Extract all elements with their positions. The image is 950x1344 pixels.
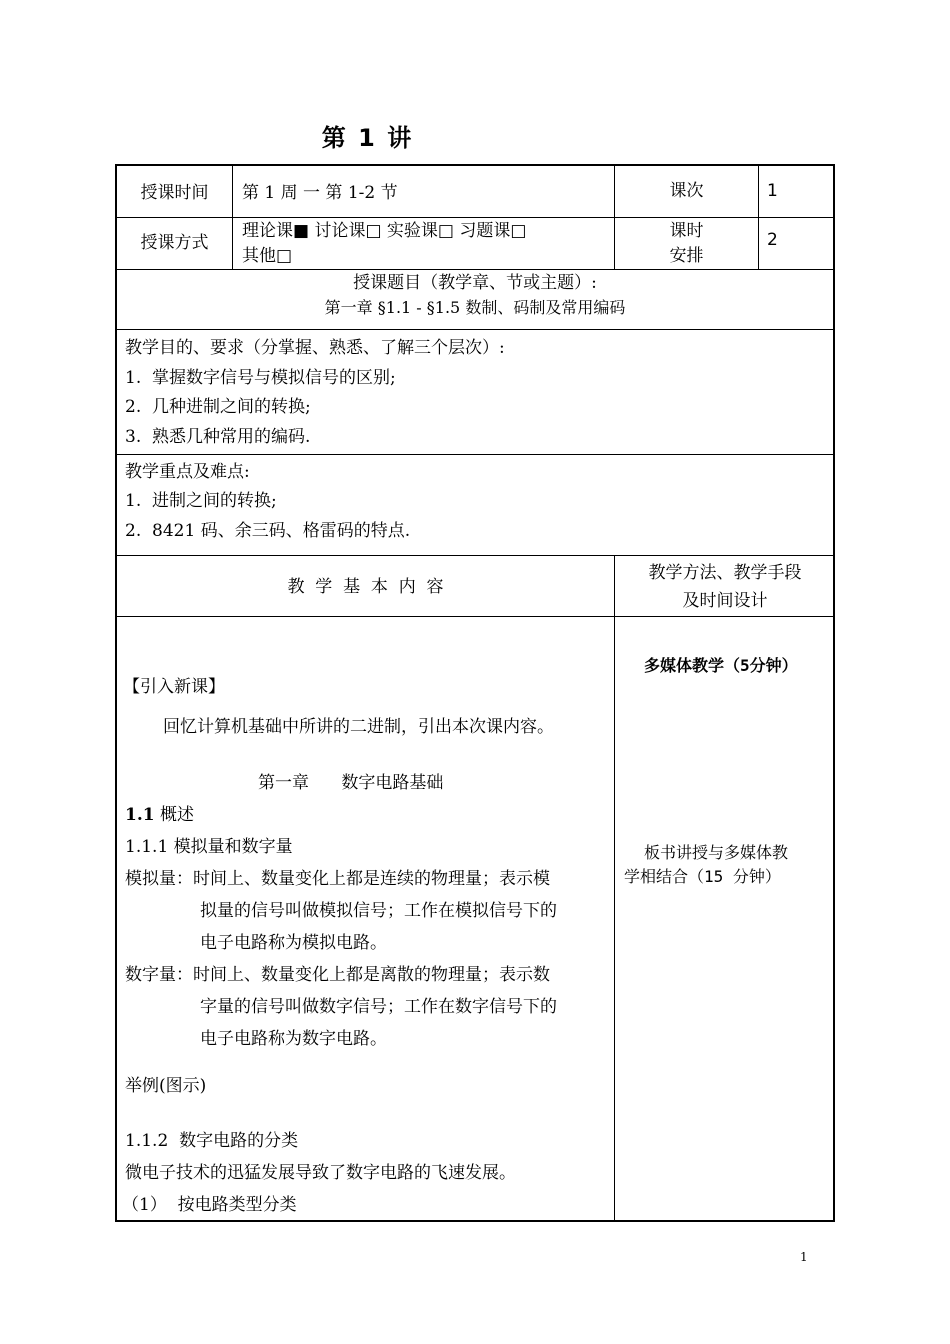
row-divider: [116, 454, 834, 455]
time-label: 授课时间: [140, 183, 209, 203]
mode-label: 授课方式: [140, 233, 209, 253]
section-number: 1.1: [125, 805, 155, 825]
objectives-heading: 教学目的、要求（分掌握、熟悉、了解三个层次）:: [125, 338, 505, 358]
development-text: 微电子技术的迅猛发展导致了数字电路的飞速发展。: [125, 1163, 516, 1183]
row-divider: [116, 329, 834, 330]
row-divider: [116, 616, 834, 617]
analog-definition-cont: 电子电路称为模拟电路。: [200, 933, 387, 953]
time-value: 第 1 周 一 第 1-2 节: [242, 183, 398, 203]
hours-value: 2: [767, 230, 778, 250]
section-title: 概述: [159, 805, 194, 825]
row-divider: [116, 269, 834, 270]
analog-definition-cont: 拟量的信号叫做模拟信号；工作在模拟信号下的: [200, 901, 557, 921]
content-header: 教 学 基 本 内 容: [287, 577, 444, 597]
page-number: 1: [800, 1250, 808, 1264]
topic-heading: 授课题目（教学章、节或主题）:: [353, 273, 597, 293]
mode-options: 理论课■ 讨论课□ 实验课□ 习题课□: [242, 221, 527, 241]
row-divider: [116, 555, 834, 556]
example-note: 举例(图示): [125, 1076, 207, 1096]
methods-header: 教学方法、教学手段: [648, 563, 802, 583]
method-note-cont: 学相结合（15 分钟）: [624, 867, 781, 886]
col-divider: [232, 165, 233, 269]
digital-definition-cont: 电子电路称为数字电路。: [200, 1029, 387, 1049]
section-heading: [125, 804, 194, 826]
lecture-title: 第 1 讲: [321, 124, 414, 152]
key-points-heading: 教学重点及难点:: [125, 462, 250, 482]
hours-label-2: 安排: [669, 246, 704, 266]
method-note: 板书讲授与多媒体教: [644, 843, 789, 862]
col-divider: [614, 555, 615, 1221]
chapter-title: 第一章 数字电路基础: [258, 773, 444, 793]
analog-definition: 模拟量：时间上、数量变化上都是连续的物理量；表示模: [125, 869, 550, 889]
objective-item: 1. 掌握数字信号与模拟信号的区别;: [125, 368, 396, 388]
key-point-item: 1. 进制之间的转换;: [125, 491, 277, 511]
col-divider: [758, 165, 759, 269]
key-point-item: 2. 8421 码、余三码、格雷码的特点.: [125, 521, 411, 541]
objective-item: 3. 熟悉几种常用的编码.: [125, 427, 311, 447]
subsection-heading: 1.1.1 模拟量和数字量: [125, 837, 293, 857]
row-divider: [116, 217, 834, 218]
objective-item: 2. 几种进制之间的转换;: [125, 397, 311, 417]
intro-text: 回忆计算机基础中所讲的二进制，引出本次课内容。: [163, 717, 554, 737]
method-note: 多媒体教学（5分钟）: [644, 656, 798, 675]
classification-item: （1） 按电路类型分类: [122, 1195, 297, 1215]
mode-options-other: 其他□: [242, 246, 293, 266]
subsection-heading: 1.1.2 数字电路的分类: [125, 1131, 299, 1151]
count-value: 1: [767, 181, 778, 201]
digital-definition-cont: 字量的信号叫做数字信号；工作在数字信号下的: [200, 997, 557, 1017]
digital-definition: 数字量：时间上、数量变化上都是离散的物理量；表示数: [125, 965, 550, 985]
hours-label: 课时: [669, 221, 704, 241]
intro-heading: 【引入新课】: [123, 677, 225, 697]
topic-title: 第一章 §1.1 - §1.5 数制、码制及常用编码: [324, 298, 626, 317]
count-label: 课次: [669, 181, 704, 201]
methods-header-2: 及时间设计: [682, 591, 768, 611]
